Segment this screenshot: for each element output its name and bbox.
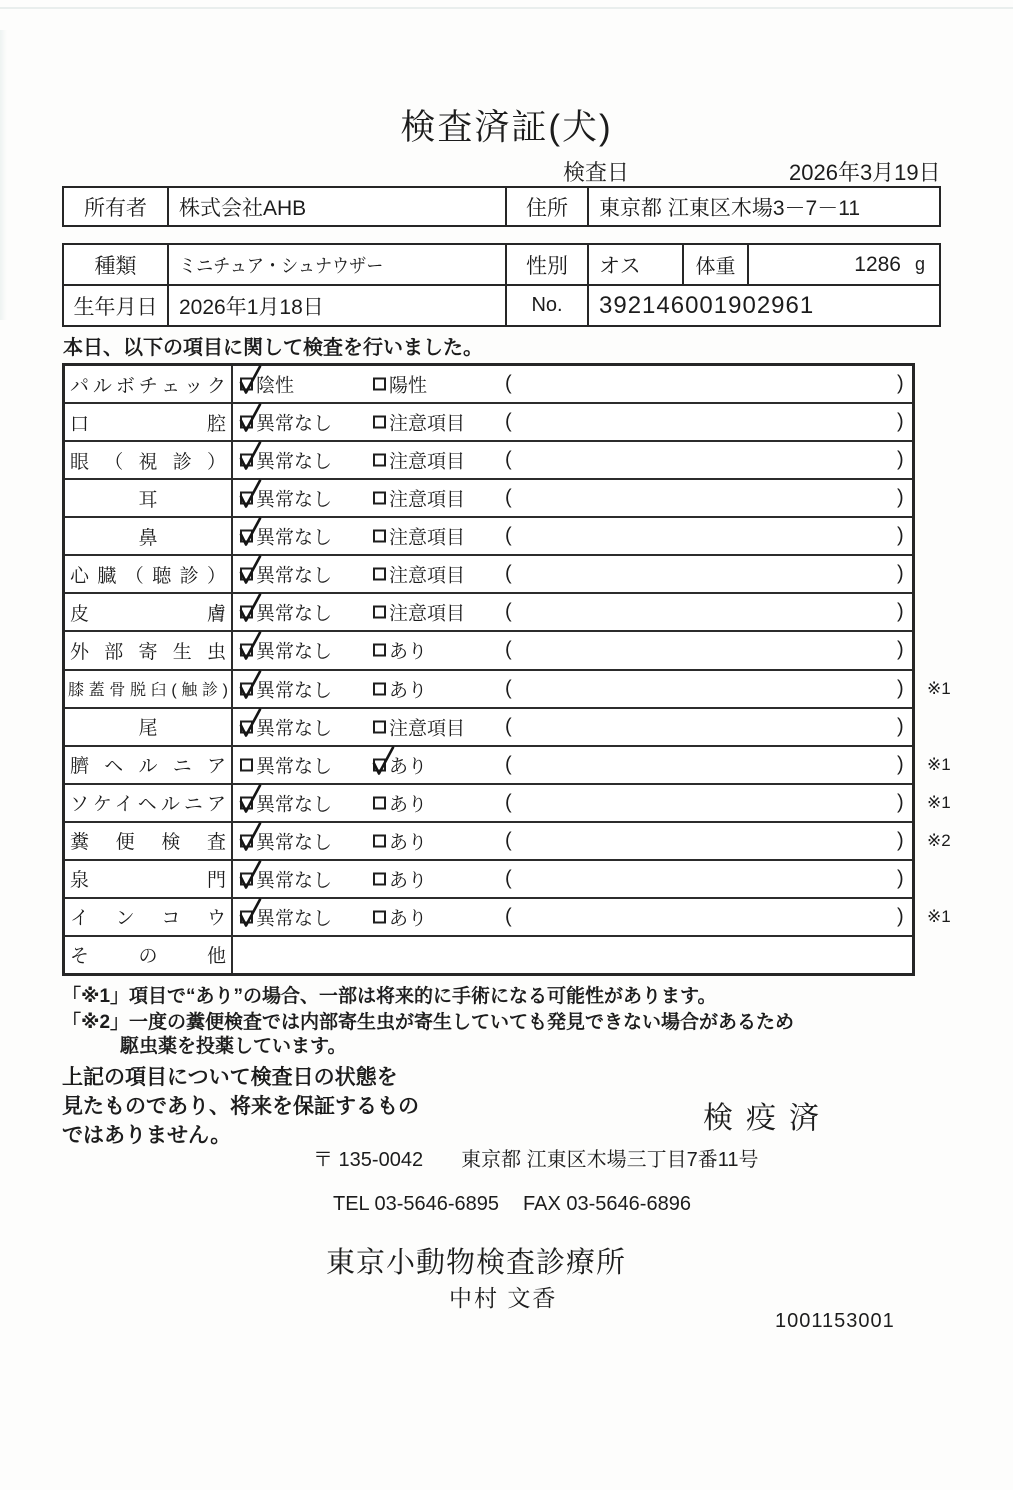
footnote-ref: ※1 bbox=[927, 754, 951, 774]
exam-item-result bbox=[233, 671, 912, 707]
option-1-label: 異常なし bbox=[256, 832, 333, 854]
result-option-1 bbox=[240, 713, 332, 740]
exam-item-label: 尾 bbox=[65, 709, 233, 745]
checkbox bbox=[373, 454, 386, 467]
clinic-street-address: 東京都 江東区木場三丁目7番11号 bbox=[461, 1149, 759, 1171]
exam-table bbox=[62, 363, 951, 976]
result-option-2 bbox=[373, 675, 427, 702]
result-option-1 bbox=[240, 751, 332, 778]
checkbox bbox=[373, 416, 386, 429]
checkbox bbox=[240, 758, 253, 771]
option-1-label: 異常なし bbox=[256, 641, 333, 663]
footnote-ref: ※2 bbox=[927, 830, 951, 850]
option-1-label: 異常なし bbox=[256, 451, 333, 473]
scan-artifact-left bbox=[0, 30, 7, 320]
option-1-label: 異常なし bbox=[256, 489, 333, 511]
postal-code: 〒 135-0042 bbox=[313, 1149, 424, 1171]
option-2-label: あり bbox=[389, 680, 428, 702]
exam-item-label: 鼻 bbox=[65, 518, 233, 554]
paren-close: ) bbox=[897, 524, 904, 547]
address-label: 住所 bbox=[507, 188, 589, 225]
exam-item-result bbox=[233, 366, 912, 402]
option-2-label: あり bbox=[389, 794, 428, 816]
check-mark-icon bbox=[237, 402, 263, 434]
exam-item-label: 糞便検査 bbox=[65, 823, 233, 859]
exam-item-result bbox=[233, 899, 912, 935]
exam-item-label: 耳 bbox=[65, 480, 233, 516]
paren-open: ( bbox=[505, 791, 512, 814]
paren-close: ) bbox=[897, 791, 904, 814]
paren-open: ( bbox=[505, 524, 512, 547]
closing-line-2: 見たものであり、将来を保証するもの bbox=[62, 1095, 419, 1118]
exam-item-label: パルボチェック bbox=[65, 366, 233, 402]
checkbox bbox=[240, 492, 253, 505]
option-2-label: あり bbox=[389, 641, 428, 663]
exam-item-result bbox=[233, 632, 912, 668]
paren-close: ) bbox=[897, 905, 904, 928]
result-option-1 bbox=[240, 827, 332, 854]
exam-item-label: 臍ヘルニア bbox=[65, 747, 233, 783]
option-2-label: あり bbox=[389, 870, 428, 892]
checkbox bbox=[373, 378, 386, 391]
exam-item-label: 外部寄生虫 bbox=[65, 632, 233, 668]
exam-date-value: 2026年3月19日 bbox=[789, 160, 941, 185]
exam-row bbox=[65, 556, 912, 594]
option-1-label: 異常なし bbox=[256, 794, 333, 816]
option-1-label: 異常なし bbox=[256, 527, 333, 549]
paren-open: ( bbox=[505, 638, 512, 661]
exam-item-label: 眼（視診） bbox=[65, 442, 233, 478]
clinic-name: 東京小動物検査診療所 bbox=[326, 1247, 627, 1279]
exam-row bbox=[65, 404, 912, 442]
result-option-2 bbox=[373, 447, 465, 474]
sex-label: 性別 bbox=[507, 245, 589, 284]
clinic-phone-row bbox=[333, 1193, 691, 1216]
page-title: 検査済証(犬) bbox=[400, 108, 613, 147]
checkbox bbox=[240, 910, 253, 923]
check-mark-icon bbox=[370, 744, 396, 776]
animal-box bbox=[62, 243, 941, 327]
result-option-2 bbox=[373, 523, 465, 550]
option-1-label: 異常なし bbox=[256, 870, 333, 892]
checkbox bbox=[240, 568, 253, 581]
exam-item-result bbox=[233, 518, 912, 554]
owner-value: 株式会社AHB bbox=[169, 188, 507, 225]
result-option-2 bbox=[373, 409, 465, 436]
fax-number: FAX 03-5646-6896 bbox=[523, 1193, 691, 1215]
exam-item-result bbox=[233, 937, 912, 973]
checkbox bbox=[373, 568, 386, 581]
paren-close: ) bbox=[897, 600, 904, 623]
result-option-2 bbox=[373, 485, 465, 512]
exam-item-label: 泉門 bbox=[65, 861, 233, 897]
clinic-address-row bbox=[313, 1143, 759, 1172]
option-2-label: あり bbox=[389, 832, 428, 854]
exam-row bbox=[65, 709, 912, 747]
checkbox bbox=[373, 644, 386, 657]
paren-open: ( bbox=[505, 448, 512, 471]
exam-row bbox=[65, 480, 912, 518]
check-mark-icon bbox=[237, 630, 263, 662]
paren-close: ) bbox=[897, 715, 904, 738]
option-2-label: 注意項目 bbox=[389, 413, 466, 435]
exam-row bbox=[65, 442, 912, 480]
paren-open: ( bbox=[505, 486, 512, 509]
result-option-2 bbox=[373, 599, 465, 626]
option-1-label: 異常なし bbox=[256, 756, 333, 778]
exam-item-label: 皮膚 bbox=[65, 594, 233, 630]
checkbox bbox=[240, 378, 253, 391]
breed-label: 種類 bbox=[64, 245, 169, 284]
footnote-2-line-1: 「※2」一度の糞便検査では内部寄生虫が寄生していても発見できない場合があるため bbox=[62, 1012, 795, 1033]
checkbox bbox=[240, 416, 253, 429]
weight-unit: g bbox=[914, 254, 925, 274]
result-option-1 bbox=[240, 903, 332, 930]
result-option-1 bbox=[240, 371, 294, 398]
check-mark-icon bbox=[237, 440, 263, 472]
paren-open: ( bbox=[505, 410, 512, 433]
exam-row bbox=[65, 823, 951, 861]
paren-close: ) bbox=[897, 486, 904, 509]
paren-open: ( bbox=[505, 677, 512, 700]
result-option-1 bbox=[240, 409, 332, 436]
owner-label: 所有者 bbox=[64, 188, 169, 225]
exam-row bbox=[65, 899, 951, 937]
checkbox bbox=[373, 872, 386, 885]
paren-close: ) bbox=[897, 753, 904, 776]
exam-item-result bbox=[233, 594, 912, 630]
breed-value: ミニチュア・シュナウザー bbox=[169, 245, 507, 284]
exam-item-result bbox=[233, 480, 912, 516]
exam-item-result bbox=[233, 785, 912, 821]
option-1-label: 異常なし bbox=[256, 718, 333, 740]
footnote-1: 「※1」項目で“あり”の場合、一部は将来的に手術になる可能性があります。 bbox=[62, 986, 717, 1007]
check-mark-icon bbox=[237, 478, 263, 510]
result-option-2 bbox=[373, 751, 427, 778]
exam-item-result bbox=[233, 747, 912, 783]
result-option-2 bbox=[373, 637, 427, 664]
sex-value: オス bbox=[589, 245, 684, 284]
scan-artifact-top bbox=[0, 7, 1013, 9]
option-1-label: 異常なし bbox=[256, 603, 333, 625]
result-option-2 bbox=[373, 903, 427, 930]
checkbox bbox=[373, 834, 386, 847]
option-1-label: 異常なし bbox=[256, 680, 333, 702]
exam-item-result bbox=[233, 442, 912, 478]
exam-item-result bbox=[233, 709, 912, 745]
checkbox bbox=[240, 454, 253, 467]
checkbox bbox=[373, 796, 386, 809]
option-1-label: 異常なし bbox=[256, 565, 333, 587]
spacer bbox=[423, 1143, 461, 1172]
paren-open: ( bbox=[505, 867, 512, 890]
option-1-label: 陰性 bbox=[256, 375, 295, 397]
option-2-label: あり bbox=[389, 908, 428, 930]
result-option-2 bbox=[373, 865, 427, 892]
exam-row bbox=[65, 671, 951, 709]
exam-date-label: 検査日 bbox=[563, 160, 630, 185]
checkbox bbox=[373, 530, 386, 543]
check-mark-icon bbox=[237, 782, 263, 814]
checkbox bbox=[240, 606, 253, 619]
result-option-1 bbox=[240, 599, 332, 626]
paren-close: ) bbox=[897, 638, 904, 661]
exam-item-result bbox=[233, 861, 912, 897]
result-option-1 bbox=[240, 865, 332, 892]
exam-row bbox=[65, 747, 951, 785]
result-option-1 bbox=[240, 447, 332, 474]
option-2-label: 注意項目 bbox=[389, 451, 466, 473]
checkbox bbox=[373, 492, 386, 505]
check-mark-icon bbox=[237, 858, 263, 890]
option-2-label: 注意項目 bbox=[389, 603, 466, 625]
result-option-1 bbox=[240, 523, 332, 550]
paren-open: ( bbox=[505, 829, 512, 852]
checkbox bbox=[373, 910, 386, 923]
result-option-2 bbox=[373, 827, 427, 854]
exam-item-label: その他 bbox=[65, 937, 233, 973]
option-1-label: 異常なし bbox=[256, 413, 333, 435]
paren-open: ( bbox=[505, 753, 512, 776]
exam-row bbox=[65, 861, 912, 899]
checkbox bbox=[373, 682, 386, 695]
birth-value: 2026年1月18日 bbox=[169, 286, 507, 325]
checkbox bbox=[240, 796, 253, 809]
checkbox bbox=[240, 644, 253, 657]
no-label: No. bbox=[507, 286, 589, 325]
footnote-2-line-2: 駆虫薬を投薬しています。 bbox=[120, 1036, 347, 1057]
exam-item-label: インコウ bbox=[65, 899, 233, 935]
paren-close: ) bbox=[897, 410, 904, 433]
checkbox bbox=[373, 758, 386, 771]
paren-close: ) bbox=[897, 677, 904, 700]
checkbox bbox=[373, 606, 386, 619]
check-mark-icon bbox=[237, 364, 263, 396]
result-option-2 bbox=[373, 789, 427, 816]
exam-item-label: 口腔 bbox=[65, 404, 233, 440]
check-mark-icon bbox=[237, 592, 263, 624]
closing-line-3: ではありません。 bbox=[62, 1124, 232, 1147]
option-2-label: あり bbox=[389, 756, 428, 778]
exam-row bbox=[65, 937, 912, 973]
exam-item-label: 膝蓋骨脱臼(触診) bbox=[65, 671, 233, 707]
paren-open: ( bbox=[505, 715, 512, 738]
address-value: 東京都 江東区木場3－7－11 bbox=[599, 196, 860, 220]
footnote-ref: ※1 bbox=[927, 678, 951, 698]
option-2-label: 注意項目 bbox=[389, 527, 466, 549]
paren-open: ( bbox=[505, 372, 512, 395]
option-1-label: 異常なし bbox=[256, 908, 333, 930]
intro-text: 本日、以下の項目に関して検査を行いました。 bbox=[63, 337, 483, 359]
exam-item-label: 心臓（聴診） bbox=[65, 556, 233, 592]
option-2-label: 陽性 bbox=[389, 375, 428, 397]
option-2-label: 注意項目 bbox=[389, 718, 466, 740]
result-option-1 bbox=[240, 485, 332, 512]
checkbox bbox=[240, 872, 253, 885]
paren-close: ) bbox=[897, 829, 904, 852]
animal-box-row-1 bbox=[64, 245, 939, 286]
option-2-label: 注意項目 bbox=[389, 565, 466, 587]
no-value: 392146001902961 bbox=[599, 291, 815, 319]
paren-close: ) bbox=[897, 562, 904, 585]
examiner-name: 中村 文香 bbox=[449, 1285, 558, 1311]
paren-open: ( bbox=[505, 905, 512, 928]
checkbox bbox=[240, 720, 253, 733]
paren-close: ) bbox=[897, 448, 904, 471]
birth-label: 生年月日 bbox=[64, 286, 169, 325]
option-2-label: 注意項目 bbox=[389, 489, 466, 511]
footnote-ref: ※1 bbox=[927, 906, 951, 926]
quarantine-stamp: 検疫済 bbox=[703, 1102, 832, 1135]
spacer bbox=[499, 1193, 523, 1216]
closing-line-1: 上記の項目について検査日の状態を bbox=[62, 1066, 398, 1089]
animal-box-row-2 bbox=[64, 286, 939, 325]
telephone-number: TEL 03-5646-6895 bbox=[333, 1193, 500, 1215]
footnote-ref: ※1 bbox=[927, 792, 951, 812]
paren-open: ( bbox=[505, 600, 512, 623]
exam-item-result bbox=[233, 823, 912, 859]
check-mark-icon bbox=[237, 820, 263, 852]
exam-item-result bbox=[233, 556, 912, 592]
serial-number: 1001153001 bbox=[775, 1310, 895, 1332]
checkbox bbox=[240, 834, 253, 847]
weight-value: 1286 g bbox=[854, 252, 925, 276]
checkbox bbox=[240, 682, 253, 695]
result-option-2 bbox=[373, 561, 465, 588]
exam-row bbox=[65, 632, 912, 670]
check-mark-icon bbox=[237, 668, 263, 700]
check-mark-icon bbox=[237, 516, 263, 548]
result-option-1 bbox=[240, 789, 332, 816]
result-option-1 bbox=[240, 675, 332, 702]
paren-close: ) bbox=[897, 867, 904, 890]
exam-row bbox=[65, 785, 951, 823]
closing-statement bbox=[62, 1063, 419, 1150]
result-option-2 bbox=[373, 371, 427, 398]
check-mark-icon bbox=[237, 896, 263, 928]
checkbox bbox=[373, 720, 386, 733]
result-option-1 bbox=[240, 561, 332, 588]
check-mark-icon bbox=[237, 554, 263, 586]
owner-box bbox=[62, 186, 941, 227]
paren-open: ( bbox=[505, 562, 512, 585]
checkbox bbox=[240, 530, 253, 543]
exam-row bbox=[65, 518, 912, 556]
paren-close: ) bbox=[897, 372, 904, 395]
exam-row bbox=[65, 594, 912, 632]
exam-row bbox=[65, 366, 912, 404]
result-option-1 bbox=[240, 637, 332, 664]
exam-item-result bbox=[233, 404, 912, 440]
check-mark-icon bbox=[237, 706, 263, 738]
result-option-2 bbox=[373, 713, 465, 740]
weight-label: 体重 bbox=[684, 245, 749, 284]
exam-item-label: ソケイヘルニア bbox=[65, 785, 233, 821]
